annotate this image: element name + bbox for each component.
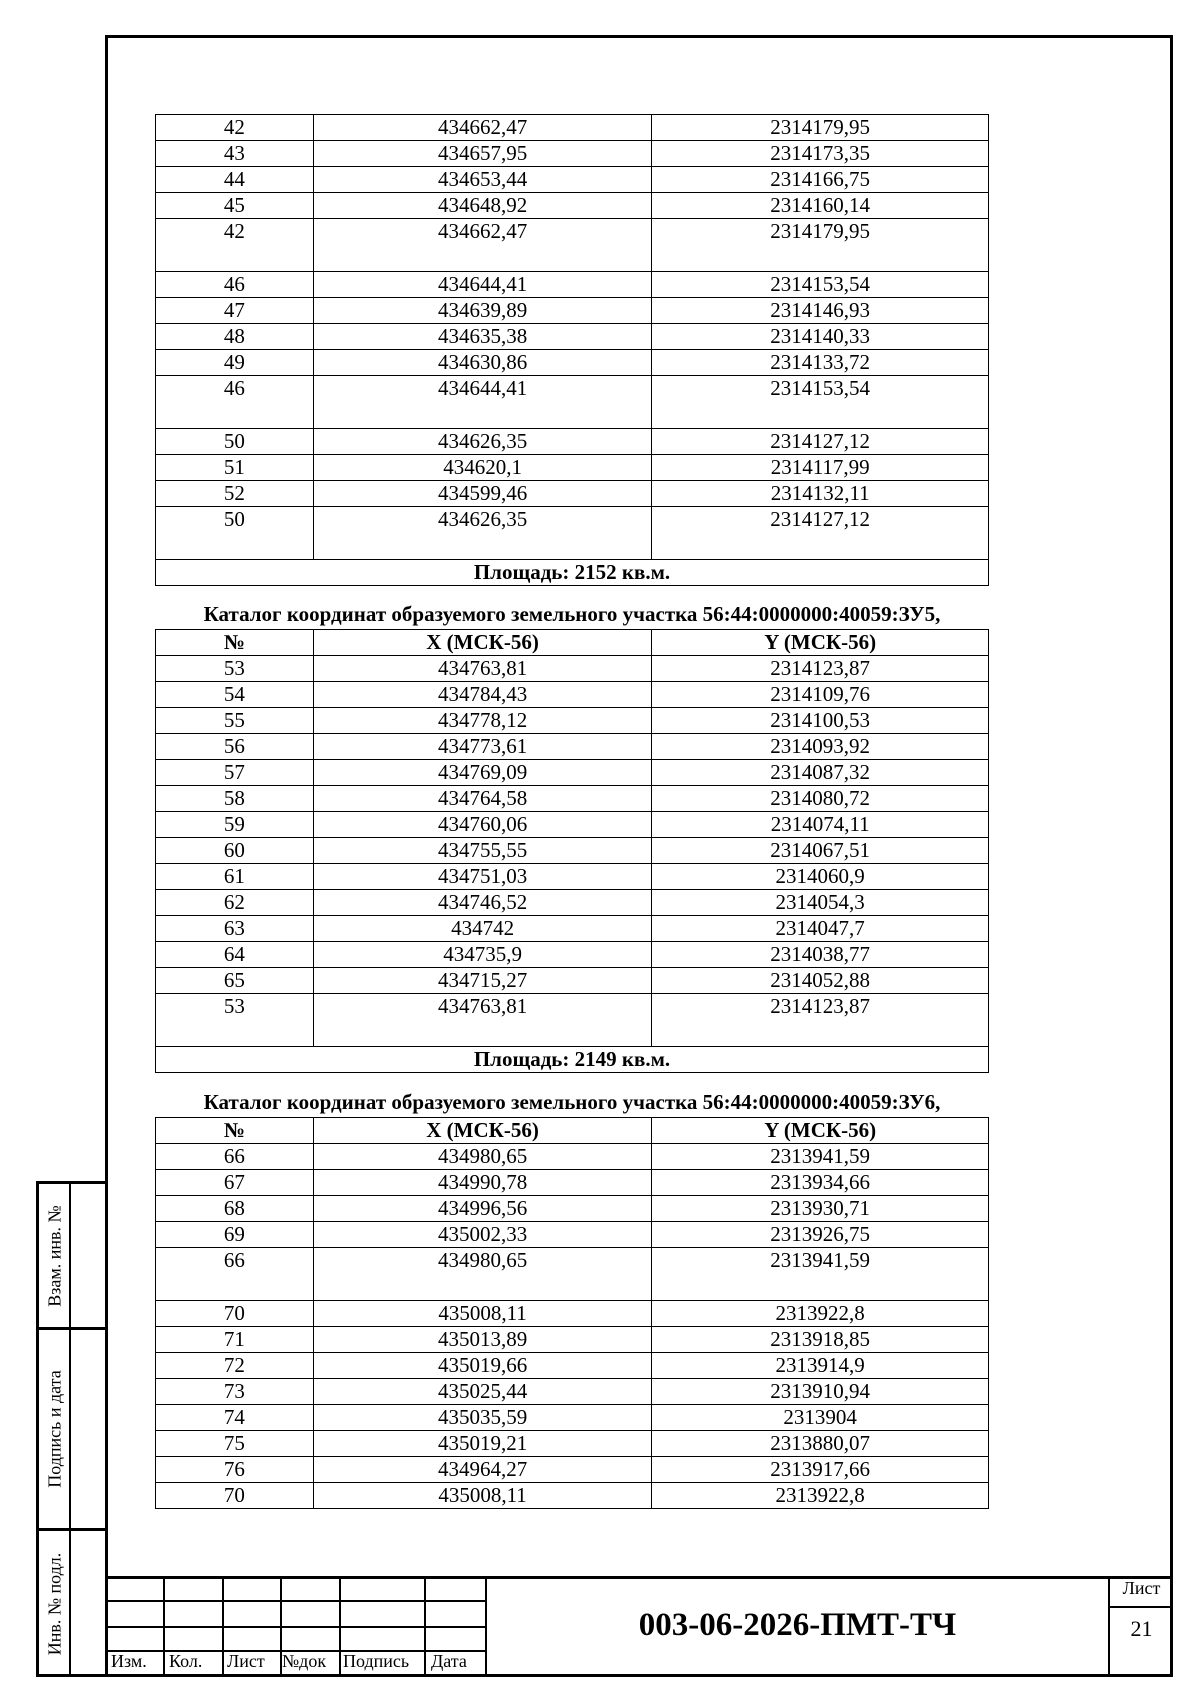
table-cell: 434742 [313, 916, 652, 942]
table-cell: 434662,47 [313, 115, 652, 141]
table-cell: 2314132,11 [652, 481, 989, 507]
table-row [156, 994, 989, 1047]
table-cell: 2314123,87 [652, 994, 989, 1047]
table-row [156, 812, 989, 838]
table-cell: 76 [156, 1457, 314, 1483]
sheet-number: 21 [1130, 1616, 1153, 1641]
table-cell: 42 [156, 115, 314, 141]
table-row [156, 1196, 989, 1222]
table-cell: 46 [156, 272, 314, 298]
table-cell: 434662,47 [313, 219, 652, 272]
table-cell: 434760,06 [313, 812, 652, 838]
table-cell: 60 [156, 838, 314, 864]
table-row [156, 455, 989, 481]
table-cell: 2314140,33 [652, 324, 989, 350]
table-cell: 434980,65 [313, 1144, 652, 1170]
table-cell: № [156, 1118, 314, 1144]
table-row [156, 376, 989, 429]
table-cell: 43 [156, 141, 314, 167]
table-cell: 2314038,77 [652, 942, 989, 968]
table-cell: 71 [156, 1327, 314, 1353]
table-header-row [156, 630, 989, 656]
table-cell: 2314173,35 [652, 141, 989, 167]
table-row [156, 167, 989, 193]
area-total: Площадь: 2149 кв.м. [156, 1047, 989, 1073]
table-cell: 2313914,9 [652, 1353, 989, 1379]
catalog-caption-zu6: Каталог координат образуемого земельного участка 56:44:0000000:40059:ЗУ6, [203, 1090, 941, 1114]
table-cell: 2313922,8 [652, 1483, 989, 1509]
table-row [156, 429, 989, 455]
table-row [156, 760, 989, 786]
table-cell: 2314047,7 [652, 916, 989, 942]
table-cell: 2314093,92 [652, 734, 989, 760]
table-cell: 2314074,11 [652, 812, 989, 838]
table-row [156, 1405, 989, 1431]
coordinates-table-continued [155, 114, 989, 586]
title-block [105, 1576, 1173, 1677]
table-cell: 434653,44 [313, 167, 652, 193]
table-row [156, 115, 989, 141]
table-cell: 434996,56 [313, 1196, 652, 1222]
table-cell: 2313934,66 [652, 1170, 989, 1196]
table-cell: 51 [156, 455, 314, 481]
table-cell: № [156, 630, 314, 656]
left-sidebar [36, 1181, 107, 1677]
table-cell: 48 [156, 324, 314, 350]
table-cell: 434764,58 [313, 786, 652, 812]
table-cell: 2314100,53 [652, 708, 989, 734]
table-row [156, 682, 989, 708]
table-cell: 2313941,59 [652, 1144, 989, 1170]
area-row [156, 1047, 989, 1073]
table-cell: 62 [156, 890, 314, 916]
table-cell: 66 [156, 1144, 314, 1170]
table-cell: 58 [156, 786, 314, 812]
table-cell: 44 [156, 167, 314, 193]
table-cell: 47 [156, 298, 314, 324]
table-cell: 66 [156, 1248, 314, 1301]
table-cell: 434763,81 [313, 994, 652, 1047]
table-cell: 65 [156, 968, 314, 994]
table-cell: 2314109,76 [652, 682, 989, 708]
table-cell: 59 [156, 812, 314, 838]
table-cell: 2313922,8 [652, 1301, 989, 1327]
table-cell: 73 [156, 1379, 314, 1405]
table-cell: 50 [156, 429, 314, 455]
table-cell: 68 [156, 1196, 314, 1222]
sidebar-cell-replacement [39, 1184, 107, 1330]
table-cell: 435019,21 [313, 1431, 652, 1457]
table-cell: 2314133,72 [652, 350, 989, 376]
table-cell: 2314067,51 [652, 838, 989, 864]
table-cell: 45 [156, 193, 314, 219]
table-cell: 434755,55 [313, 838, 652, 864]
table-cell: 434639,89 [313, 298, 652, 324]
table-cell: 55 [156, 708, 314, 734]
table-row [156, 193, 989, 219]
table-cell: 435013,89 [313, 1327, 652, 1353]
table-cell: 2314153,54 [652, 272, 989, 298]
table-row [156, 1222, 989, 1248]
table-cell: 57 [156, 760, 314, 786]
table-cell: 53 [156, 656, 314, 682]
table-cell: 2314127,12 [652, 507, 989, 560]
table-cell: 434644,41 [313, 376, 652, 429]
table-cell: 52 [156, 481, 314, 507]
table-cell: 434626,35 [313, 429, 652, 455]
table-cell: 2314153,54 [652, 376, 989, 429]
table-cell: 2314160,14 [652, 193, 989, 219]
stamp-col-docno: №док [282, 1651, 327, 1671]
table-cell: 53 [156, 994, 314, 1047]
document-code: 003-06-2026-ПМТ-ТЧ [638, 1606, 957, 1643]
table-cell: 435019,66 [313, 1353, 652, 1379]
table-cell: 2314146,93 [652, 298, 989, 324]
table-row [156, 1457, 989, 1483]
table-cell: 2314117,99 [652, 455, 989, 481]
table-row [156, 1144, 989, 1170]
table-cell: 2314087,32 [652, 760, 989, 786]
table-cell: 434980,65 [313, 1248, 652, 1301]
table-cell: 56 [156, 734, 314, 760]
table-row [156, 1483, 989, 1509]
catalog-caption-zu5: Каталог координат образуемого земельного участка 56:44:0000000:40059:ЗУ5, [203, 602, 941, 626]
table-cell: 2314054,3 [652, 890, 989, 916]
table-cell: 50 [156, 507, 314, 560]
table-cell: X (МСК-56) [313, 630, 652, 656]
coordinates-table-zu5 [155, 629, 989, 1073]
table-cell: 69 [156, 1222, 314, 1248]
table-cell: 2313941,59 [652, 1248, 989, 1301]
table-cell: 2313910,94 [652, 1379, 989, 1405]
sidebar-cell-signature [39, 1330, 107, 1531]
table-cell: 61 [156, 864, 314, 890]
table-cell: 434964,27 [313, 1457, 652, 1483]
table-cell: 46 [156, 376, 314, 429]
table-row [156, 1170, 989, 1196]
stamp-col-count: Кол. [169, 1651, 203, 1671]
table-row [156, 1327, 989, 1353]
table-cell: 2314127,12 [652, 429, 989, 455]
sidebar-cell-original [39, 1531, 107, 1677]
table-row [156, 1248, 989, 1301]
table-cell: 434746,52 [313, 890, 652, 916]
table-cell: 49 [156, 350, 314, 376]
table-cell: 63 [156, 916, 314, 942]
table-cell: 70 [156, 1483, 314, 1509]
table-row [156, 219, 989, 272]
table-cell: 2314179,95 [652, 219, 989, 272]
table-cell: 2313926,75 [652, 1222, 989, 1248]
table-cell: 434648,92 [313, 193, 652, 219]
table-row [156, 968, 989, 994]
stamp-grid [105, 1576, 485, 1674]
table-cell: 2313917,66 [652, 1457, 989, 1483]
sidebar-label-original: Инв. № подл. [44, 1552, 65, 1656]
table-row [156, 507, 989, 560]
table-cell: 434715,27 [313, 968, 652, 994]
table-cell: 434630,86 [313, 350, 652, 376]
table-row [156, 786, 989, 812]
table-cell: 2314080,72 [652, 786, 989, 812]
table-cell: 434778,12 [313, 708, 652, 734]
table-cell: 2313918,85 [652, 1327, 989, 1353]
table-cell: 435025,44 [313, 1379, 652, 1405]
table-cell: 435002,33 [313, 1222, 652, 1248]
table-cell: 434990,78 [313, 1170, 652, 1196]
area-total: Площадь: 2152 кв.м. [156, 560, 989, 586]
table-cell: 72 [156, 1353, 314, 1379]
table-cell: 434620,1 [313, 455, 652, 481]
table-cell: 434773,61 [313, 734, 652, 760]
area-row [156, 560, 989, 586]
table-row [156, 890, 989, 916]
table-cell: 434769,09 [313, 760, 652, 786]
table-row [156, 864, 989, 890]
table-row [156, 1431, 989, 1457]
table-row [156, 916, 989, 942]
table-row [156, 708, 989, 734]
stamp-col-signature: Подпись [343, 1651, 410, 1671]
sidebar-label-signature: Подпись и дата [44, 1370, 65, 1488]
table-cell: 74 [156, 1405, 314, 1431]
table-row [156, 656, 989, 682]
table-cell: 434751,03 [313, 864, 652, 890]
table-row [156, 1301, 989, 1327]
table-cell: 434626,35 [313, 507, 652, 560]
table-row [156, 141, 989, 167]
table-cell: 434763,81 [313, 656, 652, 682]
table-cell: Y (МСК-56) [652, 630, 989, 656]
coordinates-table-zu6 [155, 1117, 989, 1509]
table-header-row [156, 1118, 989, 1144]
table-row [156, 1353, 989, 1379]
table-cell: 435008,11 [313, 1301, 652, 1327]
table-row [156, 942, 989, 968]
table-cell: 70 [156, 1301, 314, 1327]
table-cell: 2313880,07 [652, 1431, 989, 1457]
table-cell: 75 [156, 1431, 314, 1457]
table-cell: 2314123,87 [652, 656, 989, 682]
table-row [156, 272, 989, 298]
table-cell: 435008,11 [313, 1483, 652, 1509]
table-cell: 42 [156, 219, 314, 272]
table-cell: 2314052,88 [652, 968, 989, 994]
table-cell: Y (МСК-56) [652, 1118, 989, 1144]
sheet-box [1108, 1576, 1173, 1674]
sheet-label: Лист [1122, 1578, 1161, 1598]
table-row [156, 324, 989, 350]
table-cell: 2313904 [652, 1405, 989, 1431]
table-row [156, 838, 989, 864]
table-cell: 64 [156, 942, 314, 968]
table-row [156, 734, 989, 760]
table-cell: 434599,46 [313, 481, 652, 507]
table-cell: 67 [156, 1170, 314, 1196]
table-cell: 2314179,95 [652, 115, 989, 141]
table-cell: 54 [156, 682, 314, 708]
table-cell: 434735,9 [313, 942, 652, 968]
stamp-col-sheet: Лист [227, 1651, 265, 1671]
table-cell: 434644,41 [313, 272, 652, 298]
table-cell: 2314166,75 [652, 167, 989, 193]
stamp-col-change: Изм. [111, 1651, 147, 1671]
table-row [156, 481, 989, 507]
table-cell: 2314060,9 [652, 864, 989, 890]
table-cell: 434784,43 [313, 682, 652, 708]
table-row [156, 1379, 989, 1405]
table-cell: 434657,95 [313, 141, 652, 167]
sidebar-label-replacement: Взам. инв. № [44, 1204, 65, 1307]
table-cell: 2313930,71 [652, 1196, 989, 1222]
table-cell: 434635,38 [313, 324, 652, 350]
table-cell: 435035,59 [313, 1405, 652, 1431]
table-row [156, 298, 989, 324]
table-row [156, 350, 989, 376]
stamp-col-date: Дата [431, 1651, 467, 1671]
table-cell: X (МСК-56) [313, 1118, 652, 1144]
